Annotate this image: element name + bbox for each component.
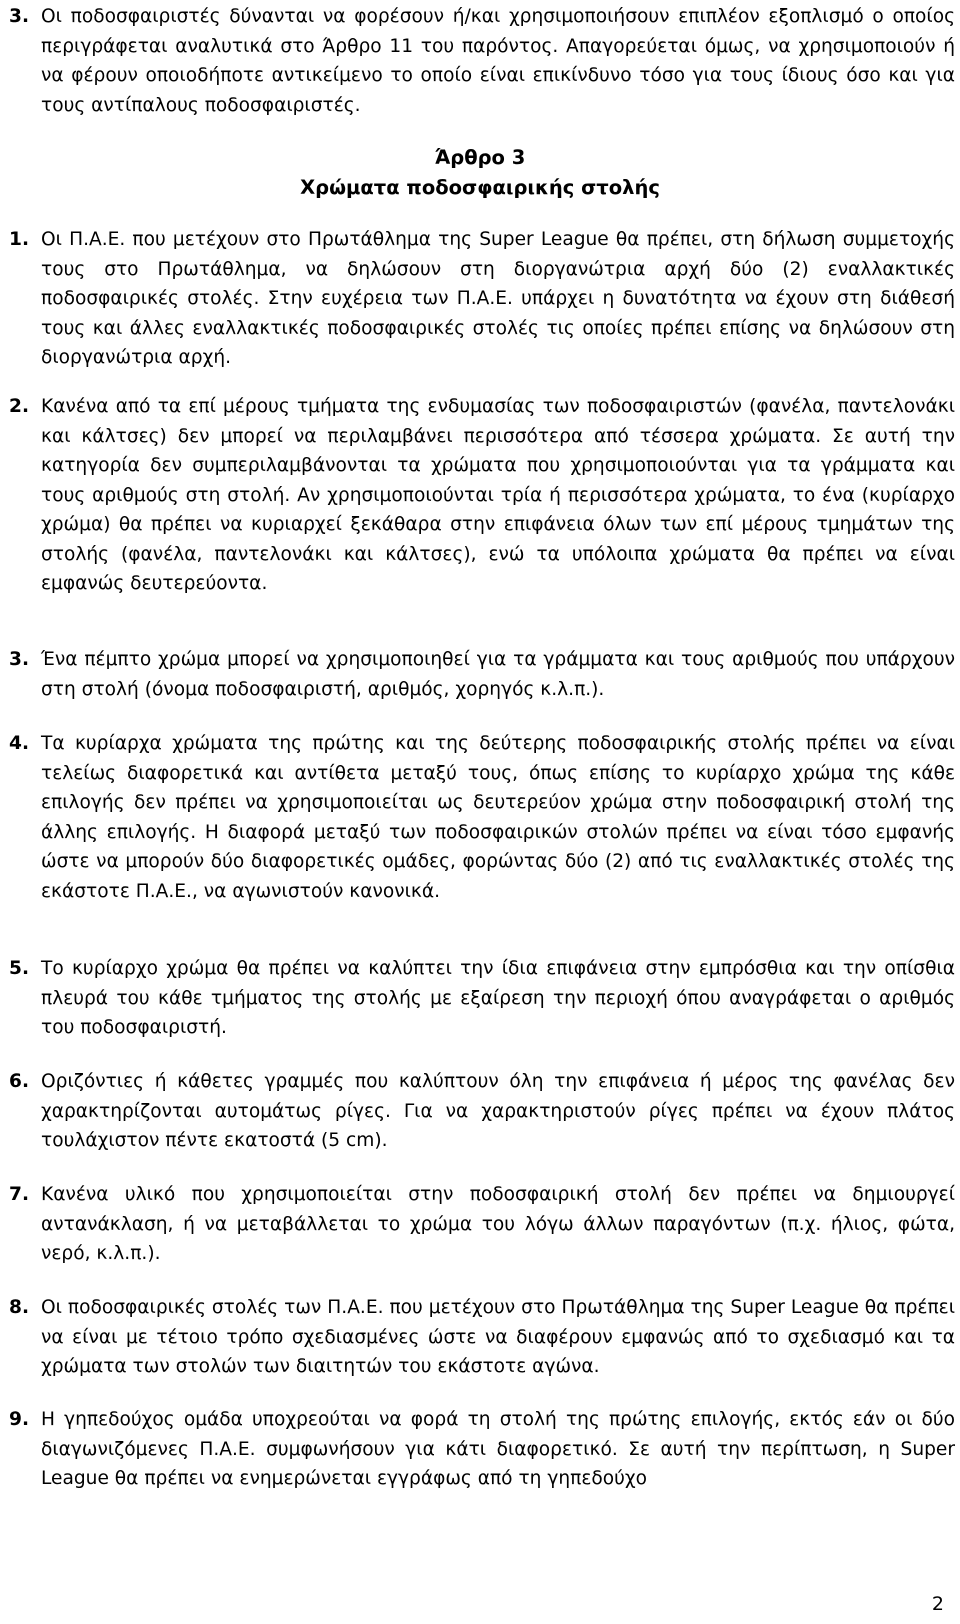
paragraph-6	[9, 1067, 955, 1156]
paragraph-2	[9, 392, 955, 599]
paragraph-number: 6.	[9, 1071, 30, 1092]
article-heading: Άρθρο 3	[434, 146, 526, 169]
page-number: 2	[931, 1593, 944, 1615]
paragraph-text: Οι ποδοσφαιρικές στολές των Π.Α.Ε. που μετέχουν στο Πρωτάθλημα της Super League θα πρέπει να είναι με τέτοιο τρόπο σχεδιασμένες ώστε να διαφέρουν εμφανώς από το σχεδιασμό και τα χρώματα των στολών των διαιτητών του εκάστοτε αγώνα.	[41, 1297, 955, 1377]
paragraph-number: 1.	[9, 229, 30, 250]
paragraph-3	[9, 645, 955, 704]
paragraph-number: 8.	[9, 1297, 30, 1318]
paragraph-text: Οι Π.Α.Ε. που μετέχουν στο Πρωτάθλημα της Super League θα πρέπει, στη δήλωση συμμετοχής τους στο Πρωτάθλημα, να δηλώσουν στη διοργανώτρια αρχή δύο (2) εναλλακτικές ποδοσφαιρικές στολές. Στην ευχέρεια των Π.Α.Ε. υπάρχει η δυνατότητα να έχουν στη διάθεσή τους και άλλες εναλλακτικές ποδοσφαιρικές στολές τις οποίες πρέπει επίσης να δηλώσουν στη διοργανώτρια αρχή.	[41, 229, 955, 368]
paragraph-number: 4.	[9, 733, 30, 754]
paragraph-text: Οι ποδοσφαιριστές δύνανται να φορέσουν ή/και χρησιμοποιήσουν επιπλέον εξοπλισμό ο οποίος περιγράφεται αναλυτικά στο Άρθρο 11 του παρόντος. Απαγορεύεται όμως, να χρησιμοποιούν ή να φέρουν οποιοδήποτε αντικείμενο το οποίο είναι επικίνδυνο τόσο για τους ίδιους όσο και για τους αντίπαλους ποδοσφαιριστές.	[41, 6, 955, 116]
paragraph-8	[9, 1293, 955, 1382]
paragraph-text: Ένα πέμπτο χρώμα μπορεί να χρησιμοποιηθεί για τα γράμματα και τους αριθμούς που υπάρχουν στη στολή (όνομα ποδοσφαιριστή, αριθμός, χορηγός κ.λ.π.).	[41, 649, 955, 700]
paragraph-number: 3.	[9, 6, 30, 27]
paragraph-text: Οριζόντιες ή κάθετες γραμμές που καλύπτουν όλη την επιφάνεια ή μέρος της φανέλας δεν χαρακτηρίζονται αυτομάτως ρίγες. Για να χαρακτηριστούν ρίγες πρέπει να έχουν πλάτος τουλάχιστον πέντε εκατοστά (5 cm).	[41, 1071, 955, 1151]
paragraph-text: Κανένα από τα επί μέρους τμήματα της ενδυμασίας των ποδοσφαιριστών (φανέλα, παντελονάκι και κάλτσες) δεν μπορεί να περιλαμβάνει περισσότερα από τέσσερα χρώματα. Σε αυτή την κατηγορία δεν συμπεριλαμβάνονται τα χρώματα που χρησιμοποιούνται για τα γράμματα και τους αριθμούς στη στολή. Αν χρησιμοποιούνται τρία ή περισσότερα χρώματα, το ένα (κυρίαρχο χρώμα) θα πρέπει να κυριαρχεί ξεκάθαρα στην επιφάνεια όλων των επί μέρους τμημάτων της στολής (φανέλα, παντελονάκι και κάλτσες), ενώ τα υπόλοιπα χρώματα θα πρέπει να είναι εμφανώς δευτερεύοντα.	[41, 396, 955, 594]
paragraph-prev-3	[9, 2, 955, 120]
paragraph-7	[9, 1180, 955, 1269]
paragraph-number: 9.	[9, 1409, 30, 1430]
paragraph-4	[9, 729, 955, 906]
paragraph-1	[9, 225, 955, 373]
paragraph-number: 7.	[9, 1184, 30, 1205]
paragraph-text: Το κυρίαρχο χρώμα θα πρέπει να καλύπτει την ίδια επιφάνεια στην εμπρόσθια και την οπίσθια πλευρά του κάθε τμήματος της στολής με εξαίρεση την περιοχή όπου αναγράφεται ο αριθμός του ποδοσφαιριστή.	[41, 958, 955, 1038]
paragraph-number: 2.	[9, 396, 30, 417]
paragraph-text: Τα κυρίαρχα χρώματα της πρώτης και της δεύτερης ποδοσφαιρικής στολής πρέπει να είναι τελείως διαφορετικά και αντίθετα μεταξύ τους, όπως επίσης το κυρίαρχο χρώμα της κάθε επιλογής δεν πρέπει να χρησιμοποιείται ως δευτερεύον χρώμα στην ποδοσφαιρική στολή της άλλης επιλογής. Η διαφορά μεταξύ των ποδοσφαιρικών στολών πρέπει να είναι τόσο εμφανής ώστε να μπορούν δύο διαφορετικές ομάδες, φορώντας δύο (2) από τις εναλλακτικές στολές της εκάστοτε Π.Α.Ε., να αγωνιστούν κανονικά.	[41, 733, 955, 902]
paragraph-number: 5.	[9, 958, 30, 979]
paragraph-text: Κανένα υλικό που χρησιμοποιείται στην ποδοσφαιρική στολή δεν πρέπει να δημιουργεί αντανάκλαση, ή να μεταβάλλεται το χρώμα του λόγω άλλων παραγόντων (π.χ. ήλιος, φώτα, νερό, κ.λ.π.).	[41, 1184, 955, 1264]
article-title: Χρώματα ποδοσφαιρικής στολής	[300, 176, 660, 199]
paragraph-number: 3.	[9, 649, 30, 670]
paragraph-text: Η γηπεδούχος ομάδα υποχρεούται να φορά τη στολή της πρώτης επιλογής, εκτός εάν οι δύο διαγωνιζόμενες Π.Α.Ε. συμφωνήσουν για κάτι διαφορετικό. Σε αυτή την περίπτωση, η Super League θα πρέπει να ενημερώνεται εγγράφως από τη γηπεδούχο	[41, 1409, 955, 1489]
paragraph-5	[9, 954, 955, 1043]
paragraph-9	[9, 1405, 955, 1494]
